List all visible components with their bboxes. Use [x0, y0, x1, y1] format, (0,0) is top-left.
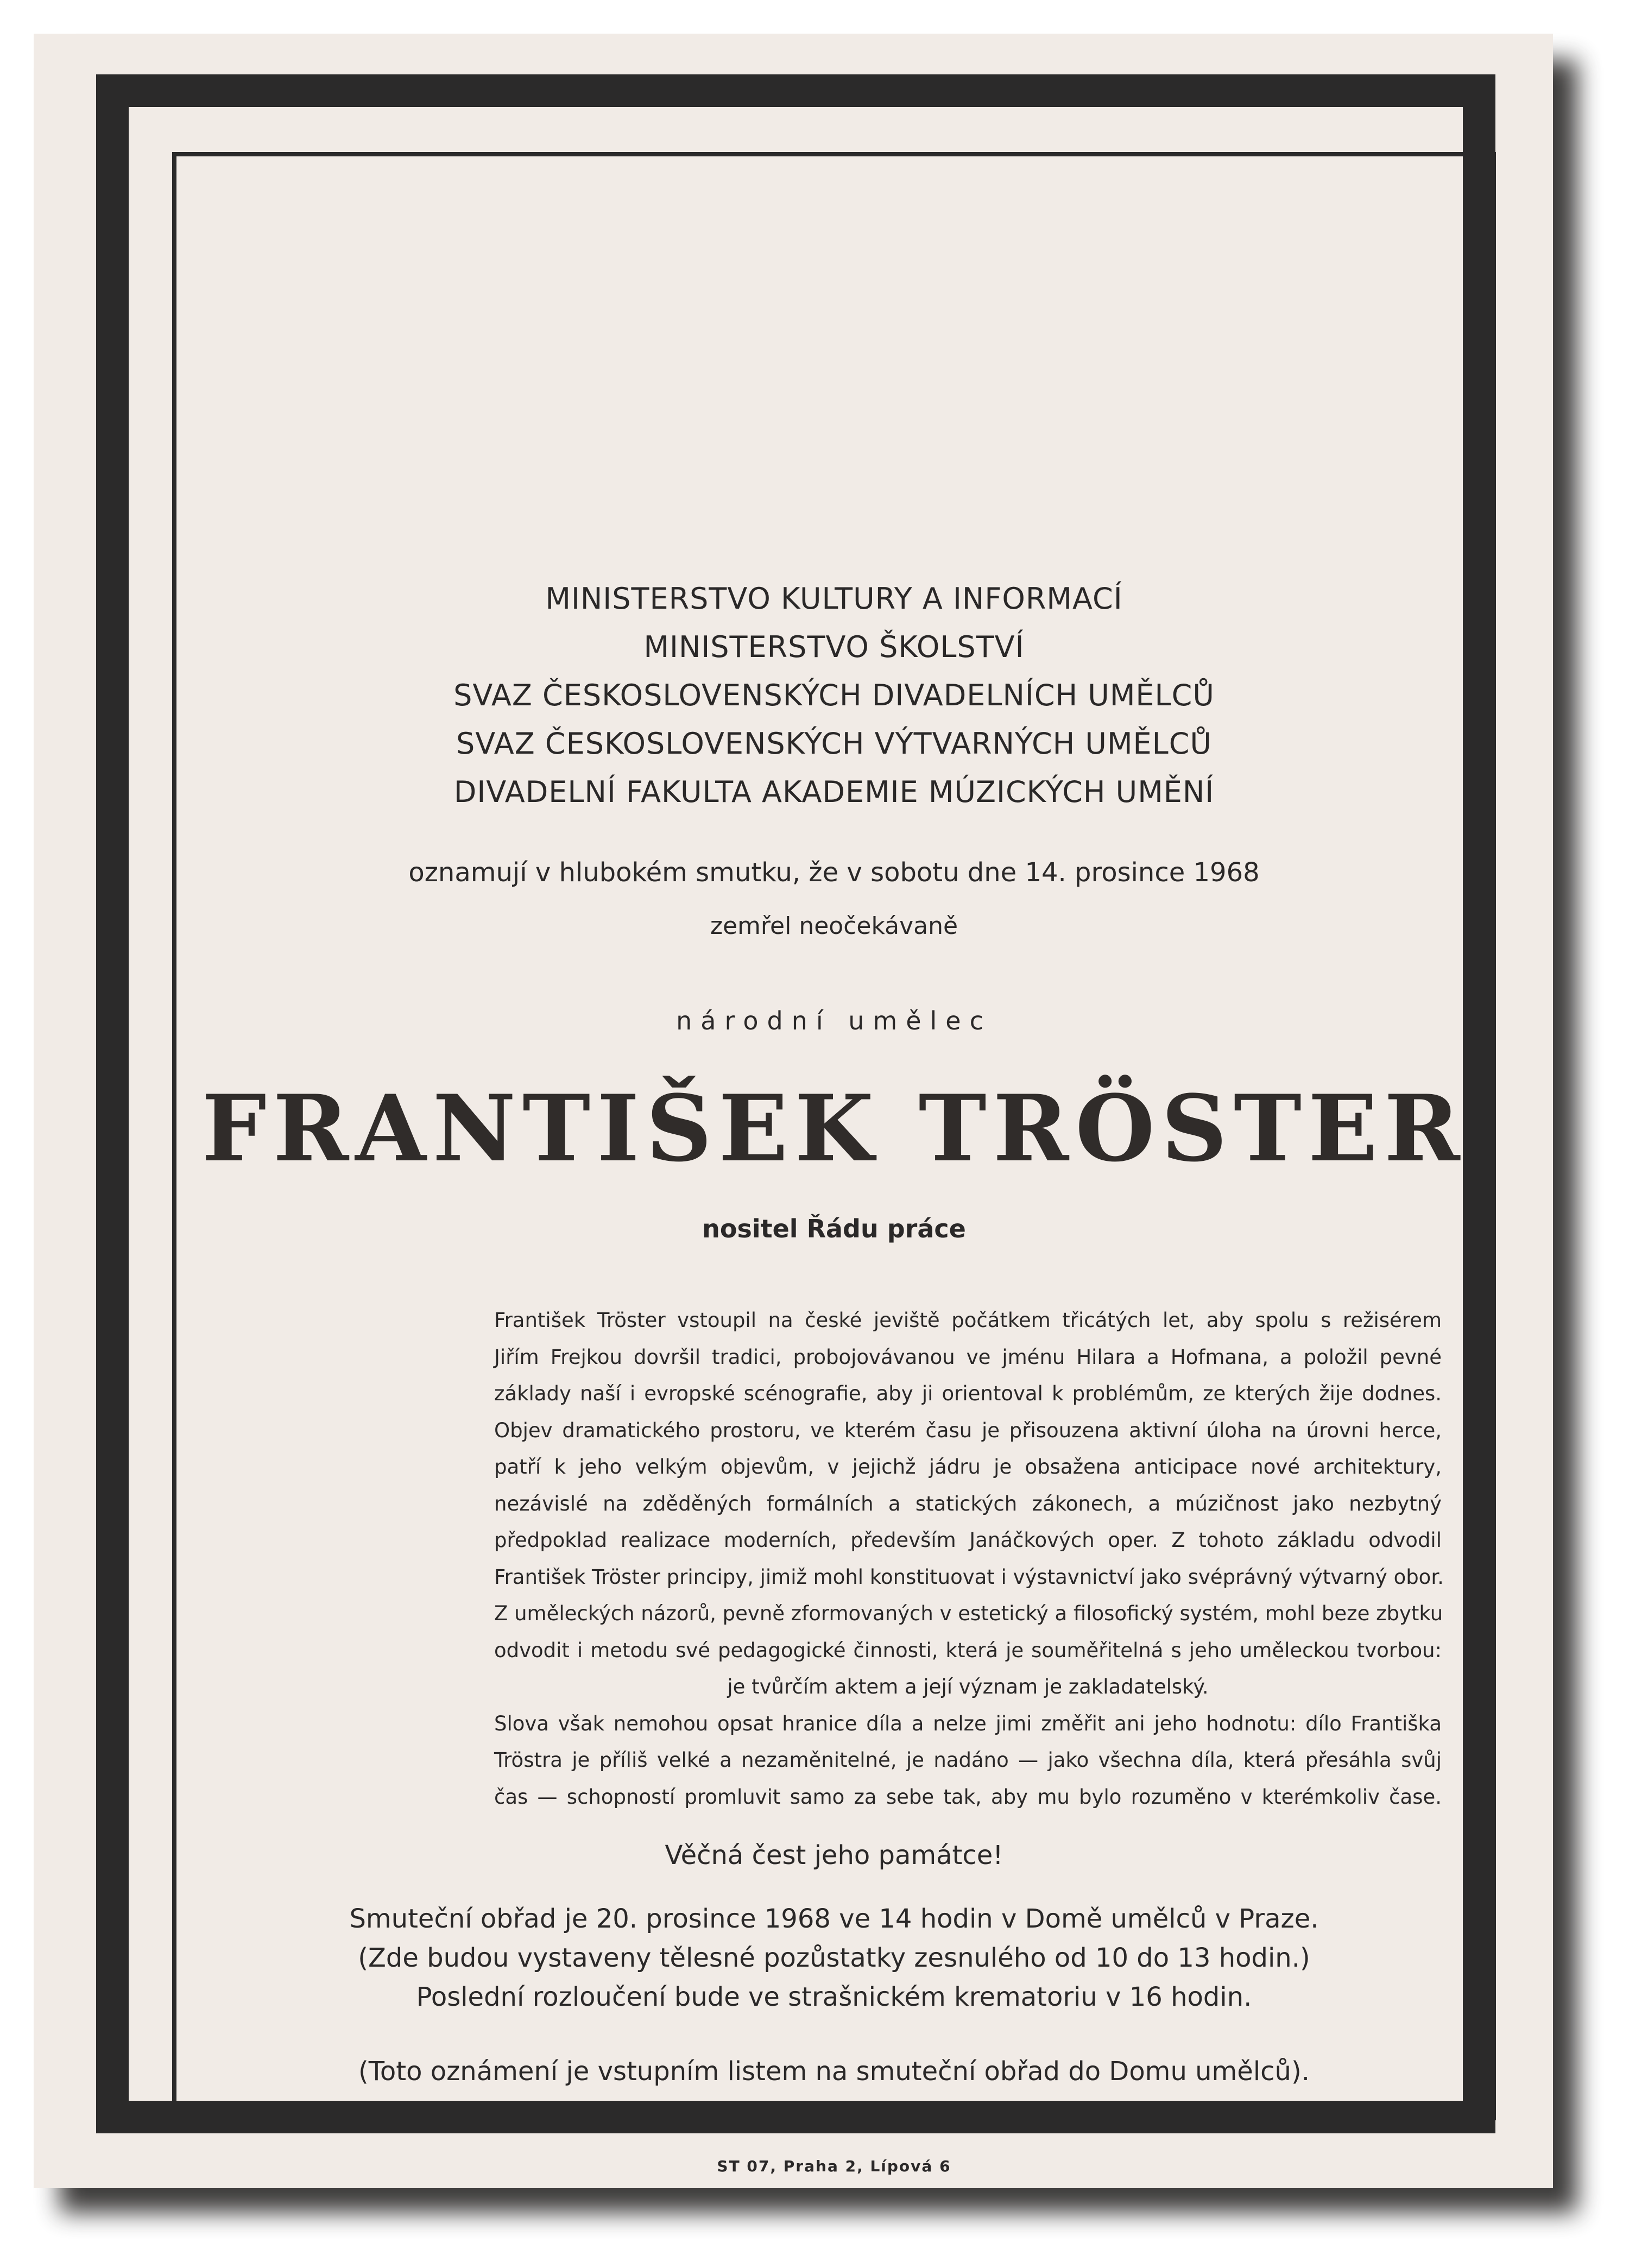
mourning-notice	[34, 34, 1553, 2188]
biography-line: Jiřím Frejkou dovršil tradici, probojovávanou ve jménu Hilara a Hofmana, a položil pevné	[494, 1345, 1442, 1369]
biography-line: předpoklad realizace moderních, především Janáčkových oper. Z tohoto základu odvodil	[494, 1528, 1442, 1552]
biography-line: Tröstra je příliš velké a nezaměnitelné, je nadáno — jako všechna díla, která přesáhla svůj	[494, 1748, 1442, 1772]
biography-line: Slova však nemohou opsat hranice díla a nelze jimi změřit ani jeho hodnotu: dílo Františka	[494, 1711, 1442, 1735]
ceremony-details	[176, 1899, 1492, 2017]
black-mourning-border	[96, 74, 1495, 2175]
admission-note: (Toto oznámení je vstupním listem na smuteční obřad do Domu umělců).	[358, 2056, 1310, 2087]
biography-line: základy naší i evropské scénografie, aby ji orientoval k problémům, ze kterých žije dodnes.	[494, 1382, 1442, 1405]
biography-line: je tvůrčím aktem a její význam je zakladatelský.	[727, 1675, 1209, 1698]
ceremony-line: Smuteční obřad je 20. prosince 1968 ve 14 hodin v Domě umělců v Praze.	[349, 1904, 1319, 1934]
biography-line: František Tröster principy, jimiž mohl konstituovat i výstavnictví jako svéprávný výtvarný obor.	[494, 1565, 1444, 1589]
biography-line: nezávislé na zděděných formálních a statických zákonech, a múzičnost jako nezbytný	[494, 1492, 1442, 1515]
biography-line: Z uměleckých názorů, pevně zformovaných v estetický a filosofický systém, mohl beze zbytku	[494, 1602, 1443, 1625]
biography-paragraph	[494, 1302, 1442, 1815]
biography-line: František Tröster vstoupil na české jeviště počátkem třicátých let, aby spolu s režisérem	[494, 1309, 1442, 1332]
biography-line: Objev dramatického prostoru, ve kterém času je přisouzena aktivní úloha na úrovni herce,	[494, 1418, 1442, 1442]
organization-line: MINISTERSTVO ŠKOLSTVÍ	[643, 630, 1025, 664]
ceremony-line: (Zde budou vystaveny tělesné pozůstatky zesnulého od 10 do 13 hodin.)	[358, 1943, 1310, 1973]
ceremony-line: Poslední rozloučení bude ve strašnickém krematoriu v 16 hodin.	[416, 1982, 1252, 2012]
inner-border	[172, 152, 1496, 2175]
organization-line: DIVADELNÍ FAKULTA AKADEMIE MÚZICKÝCH UMĚNÍ	[453, 775, 1215, 809]
issuing-organizations	[176, 574, 1492, 816]
organization-line: SVAZ ČESKOSLOVENSKÝCH VÝTVARNÝCH UMĚLCŮ	[456, 726, 1212, 761]
announcement-text: oznamují v hlubokém smutku, že v sobotu dne 14. prosince 1968	[408, 857, 1260, 888]
biography-line: odvodit i metodu své pedagogické činnosti, která je souměřitelná s jeho uměleckou tvorbou:	[494, 1638, 1442, 1662]
award-line: nositel Řádu práce	[702, 1214, 966, 1243]
death-statement: zemřel neočekávaně	[710, 912, 958, 940]
organization-line: SVAZ ČESKOSLOVENSKÝCH DIVADELNÍCH UMĚLCŮ	[453, 678, 1215, 712]
deceased-name: FRANTIŠEK TRÖSTER	[201, 1075, 1467, 1182]
printer-imprint: ST 07, Praha 2, Lípová 6	[717, 2157, 951, 2175]
organization-line: MINISTERSTVO KULTURY A INFORMACÍ	[545, 582, 1123, 616]
honorific-title: národní umělec	[676, 1006, 992, 1035]
biography-line: patří k jeho velkým objevům, v jejichž jádru je obsažena anticipace nové architektury,	[494, 1455, 1442, 1479]
biography-line: čas — schopností promluvit samo za sebe tak, aby mu bylo rozuměno v kterémkoliv čase.	[494, 1785, 1442, 1809]
eternal-honor-line: Věčná čest jeho památce!	[665, 1840, 1003, 1871]
